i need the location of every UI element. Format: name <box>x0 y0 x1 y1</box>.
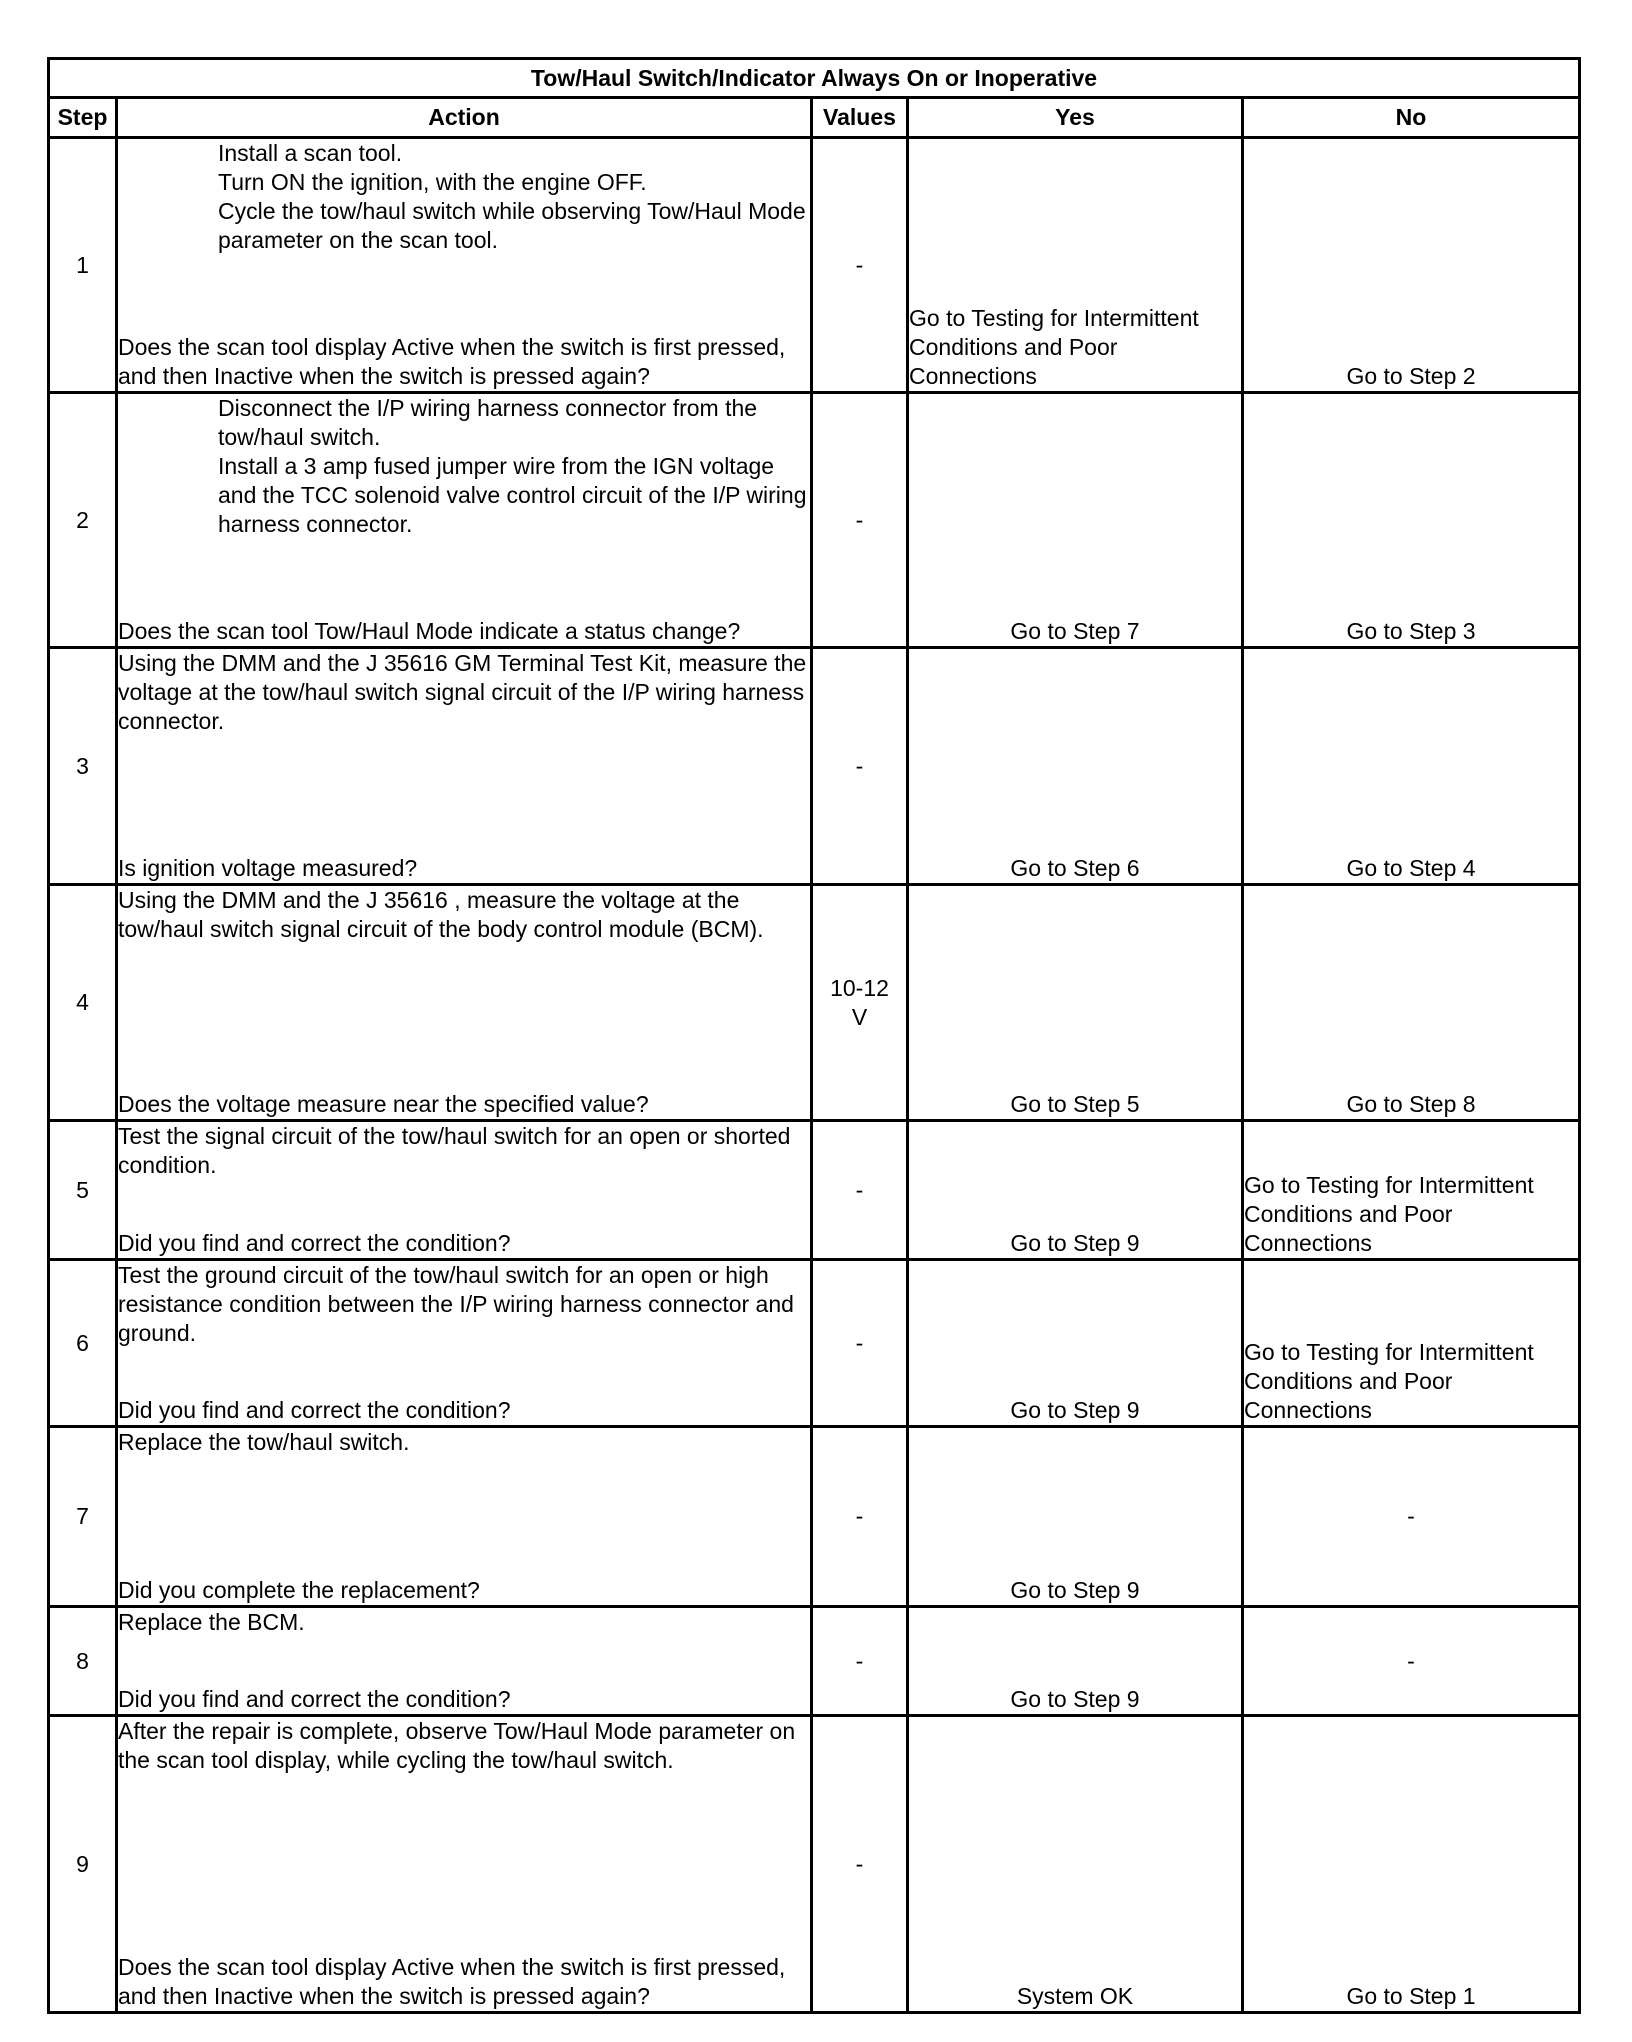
action-cell <box>117 138 812 393</box>
action-text: Test the signal circuit of the tow/haul switch for an open or shorted condition. <box>118 1123 791 1178</box>
yes-outcome: Go to Step 5 <box>908 885 1243 1121</box>
action-content <box>118 1717 810 2011</box>
action-instruction: Turn ON the ignition, with the engine OFF. <box>218 169 647 195</box>
action-content <box>118 1428 810 1605</box>
values-cell: - <box>812 1607 908 1716</box>
action-cell <box>117 1427 812 1607</box>
action-content <box>118 139 810 391</box>
action-cell <box>117 648 812 885</box>
action-question: Does the scan tool Tow/Haul Mode indicate a status change? <box>118 618 741 644</box>
no-outcome: Go to Step 8 <box>1243 885 1580 1121</box>
column-header-values: Values <box>812 98 908 138</box>
action-question: Did you find and correct the condition? <box>118 1686 511 1712</box>
action-content <box>118 394 810 646</box>
step-number: 2 <box>49 393 117 648</box>
step-number: 9 <box>49 1716 117 2013</box>
action-cell <box>117 885 812 1121</box>
action-question: Did you find and correct the condition? <box>118 1230 511 1256</box>
no-outcome: Go to Testing for Intermittent Conditions and Poor Connections <box>1243 1121 1580 1260</box>
action-text: Using the DMM and the J 35616 , measure the voltage at the tow/haul switch signal circuit of the body control module (BCM). <box>118 887 764 942</box>
column-header-no: No <box>1243 98 1580 138</box>
action-text: Replace the tow/haul switch. <box>118 1429 410 1455</box>
table-row <box>49 1427 1580 1607</box>
no-outcome: - <box>1243 1427 1580 1607</box>
step-number: 5 <box>49 1121 117 1260</box>
action-question: Does the scan tool display Active when the switch is first pressed, and then Inactive when the switch is pressed again? <box>118 1954 786 2009</box>
table-title: Tow/Haul Switch/Indicator Always On or Inoperative <box>49 59 1580 98</box>
step-number: 1 <box>49 138 117 393</box>
yes-outcome: Go to Step 9 <box>908 1427 1243 1607</box>
diagnostic-table <box>47 57 1581 2014</box>
step-number: 7 <box>49 1427 117 1607</box>
yes-outcome: Go to Step 9 <box>908 1607 1243 1716</box>
action-text: Replace the BCM. <box>118 1609 305 1635</box>
yes-outcome: System OK <box>908 1716 1243 2013</box>
column-header-action: Action <box>117 98 812 138</box>
table-row <box>49 393 1580 648</box>
action-text: After the repair is complete, observe Tow/Haul Mode parameter on the scan tool display, while cycling the tow/haul switch. <box>118 1718 796 1773</box>
yes-outcome: Go to Step 9 <box>908 1260 1243 1427</box>
action-question: Did you find and correct the condition? <box>118 1397 511 1423</box>
values-cell: - <box>812 393 908 648</box>
action-content <box>118 649 810 883</box>
action-content <box>118 1122 810 1258</box>
step-number: 4 <box>49 885 117 1121</box>
values-cell: - <box>812 138 908 393</box>
yes-outcome: Go to Testing for Intermittent Conditions and Poor Connections <box>908 138 1243 393</box>
action-cell <box>117 393 812 648</box>
column-header-step: Step <box>49 98 117 138</box>
no-outcome: Go to Step 4 <box>1243 648 1580 885</box>
step-number: 8 <box>49 1607 117 1716</box>
action-question: Does the voltage measure near the specified value? <box>118 1091 649 1117</box>
no-outcome: Go to Testing for Intermittent Conditions and Poor Connections <box>1243 1260 1580 1427</box>
no-outcome: Go to Step 1 <box>1243 1716 1580 2013</box>
table-row <box>49 1716 1580 2013</box>
values-cell: - <box>812 648 908 885</box>
yes-outcome: Go to Step 9 <box>908 1121 1243 1260</box>
table-row <box>49 648 1580 885</box>
table-row <box>49 885 1580 1121</box>
step-number: 6 <box>49 1260 117 1427</box>
action-cell <box>117 1260 812 1427</box>
action-content <box>118 1261 810 1425</box>
table-row <box>49 138 1580 393</box>
values-cell: - <box>812 1121 908 1260</box>
action-question: Does the scan tool display Active when the switch is first pressed, and then Inactive when the switch is pressed again? <box>118 334 786 389</box>
values-cell: 10-12 V <box>812 885 908 1121</box>
no-outcome: - <box>1243 1607 1580 1716</box>
action-content <box>118 1608 810 1714</box>
yes-outcome: Go to Step 7 <box>908 393 1243 648</box>
action-question: Is ignition voltage measured? <box>118 855 418 881</box>
no-outcome: Go to Step 2 <box>1243 138 1580 393</box>
action-cell <box>117 1607 812 1716</box>
action-instruction: Disconnect the I/P wiring harness connector from the tow/haul switch. <box>218 395 758 450</box>
values-cell: - <box>812 1260 908 1427</box>
yes-outcome: Go to Step 6 <box>908 648 1243 885</box>
column-header-yes: Yes <box>908 98 1243 138</box>
action-content <box>118 886 810 1119</box>
values-cell: - <box>812 1716 908 2013</box>
table-row <box>49 1607 1580 1716</box>
table-row <box>49 1260 1580 1427</box>
no-outcome: Go to Step 3 <box>1243 393 1580 648</box>
action-text: Using the DMM and the J 35616 GM Terminal Test Kit, measure the voltage at the tow/haul switch signal circuit of the I/P wiring harness connector. <box>118 650 807 734</box>
action-instruction: Cycle the tow/haul switch while observing Tow/Haul Mode parameter on the scan tool. <box>218 198 806 253</box>
action-question: Did you complete the replacement? <box>118 1577 480 1603</box>
action-instruction: Install a scan tool. <box>218 140 403 166</box>
action-text: Test the ground circuit of the tow/haul switch for an open or high resistance condition between the I/P wiring harness connector and ground. <box>118 1262 794 1346</box>
table-row <box>49 1121 1580 1260</box>
step-number: 3 <box>49 648 117 885</box>
action-cell <box>117 1716 812 2013</box>
action-instruction: Install a 3 amp fused jumper wire from the IGN voltage and the TCC solenoid valve control circuit of the I/P wiring harness connector. <box>218 453 807 537</box>
action-cell <box>117 1121 812 1260</box>
values-cell: - <box>812 1427 908 1607</box>
